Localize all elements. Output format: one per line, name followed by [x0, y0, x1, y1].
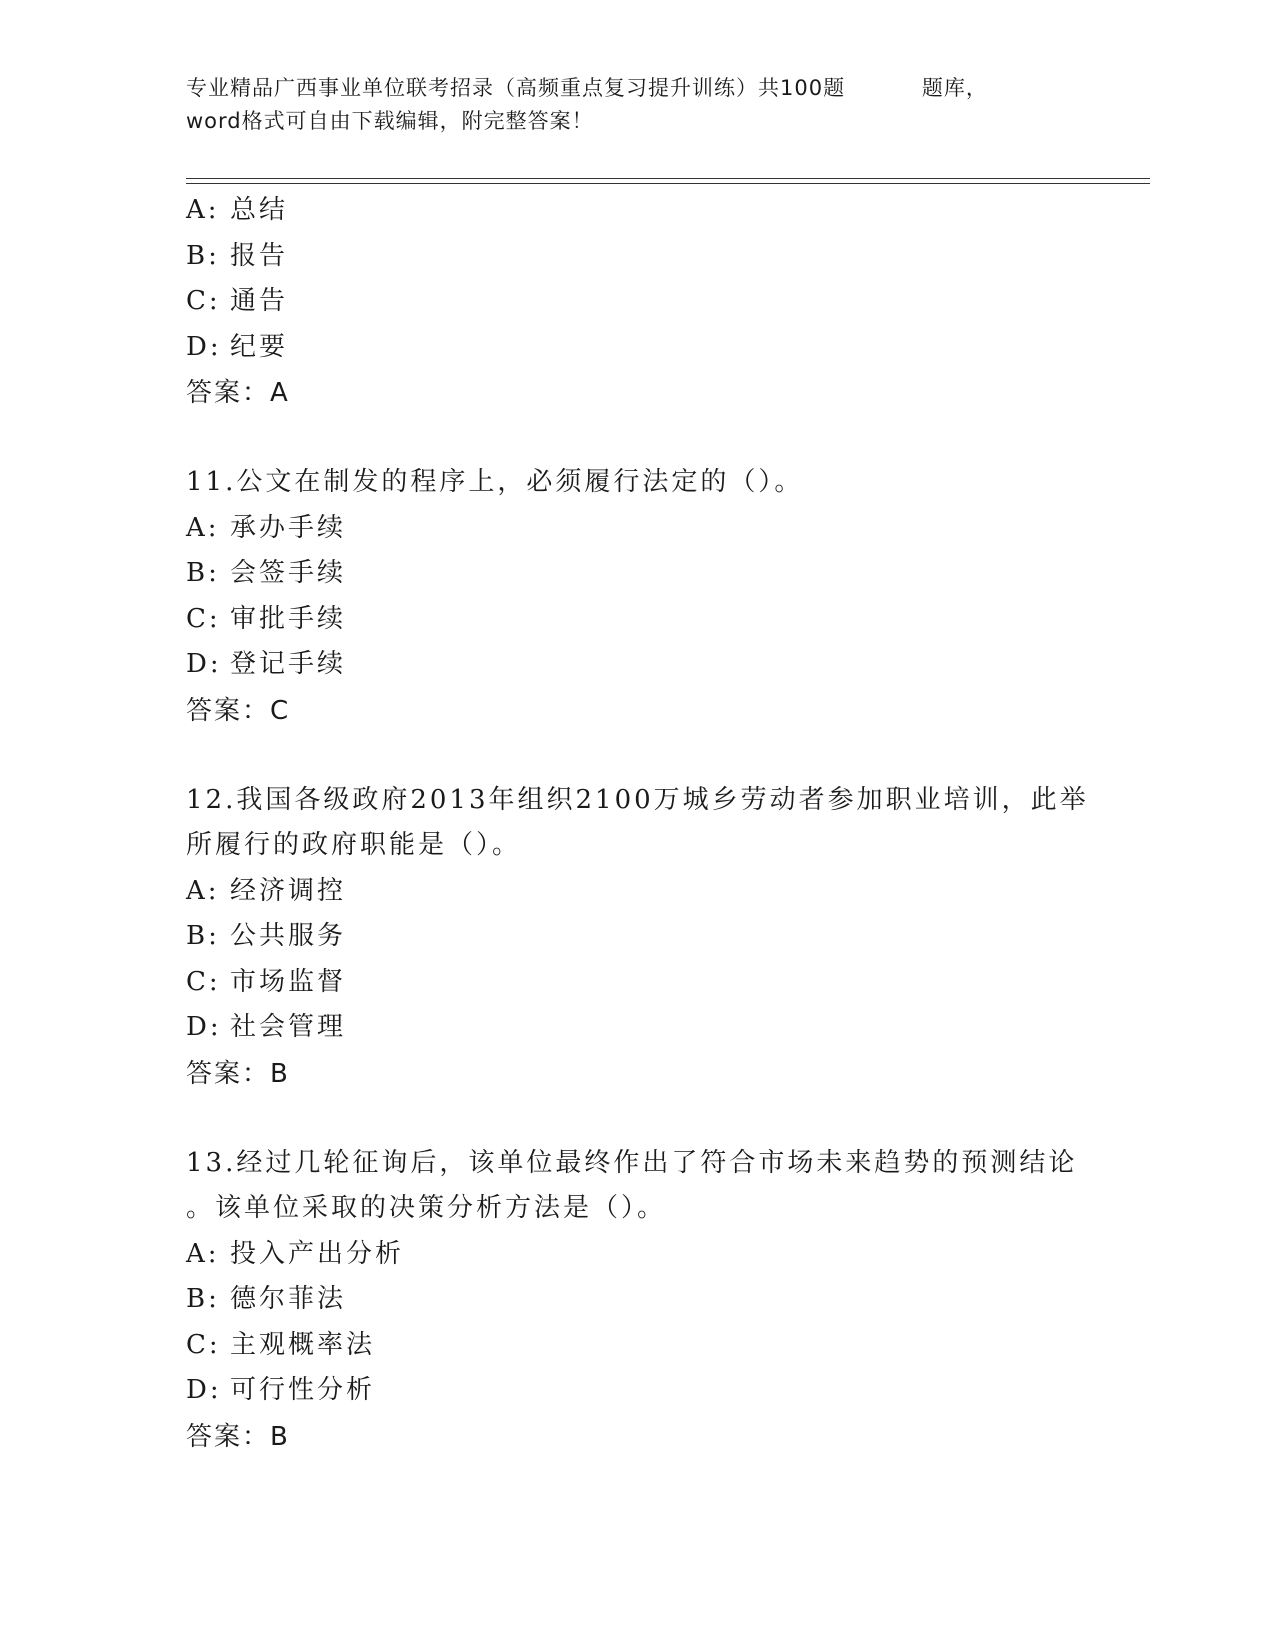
header-rule-top	[186, 178, 1150, 179]
question-11	[186, 460, 1086, 734]
option-d: D: 纪要	[186, 331, 289, 362]
option-c: C: 市场监督	[186, 966, 347, 997]
header-line-2: word格式可自由下载编辑，附完整答案！	[186, 109, 594, 133]
question-text: 13.经过几轮征询后，该单位最终作出了符合市场未来趋势的预测结论	[186, 1147, 1078, 1178]
option-a: A: 总结	[186, 195, 289, 225]
question-text-cont: 。该单位采取的决策分析方法是（）。	[186, 1193, 667, 1223]
question-10-continued	[186, 188, 1086, 416]
option-a: A: 经济调控	[186, 875, 347, 906]
option-c: C: 通告	[186, 286, 289, 316]
answer: 答案：A	[186, 378, 290, 408]
question-12	[186, 778, 1089, 1097]
option-b: B: 公共服务	[186, 921, 347, 951]
option-c: C: 审批手续	[186, 603, 347, 634]
question-13	[186, 1141, 1086, 1460]
page-header	[186, 72, 1066, 138]
option-b: B: 德尔菲法	[186, 1284, 347, 1314]
option-d: D: 登记手续	[186, 649, 347, 679]
question-text-cont: 所履行的政府职能是（）。	[186, 830, 522, 860]
option-b: B: 报告	[186, 240, 289, 271]
answer: 答案：B	[186, 1058, 290, 1089]
question-text: 11.公文在制发的程序上，必须履行法定的（）。	[186, 467, 804, 497]
option-d: D: 可行性分析	[186, 1375, 376, 1405]
answer: 答案：B	[186, 1421, 290, 1452]
answer: 答案：C	[186, 695, 291, 726]
header-rule-bottom	[186, 183, 1150, 184]
option-c: C: 主观概率法	[186, 1329, 376, 1360]
question-list	[186, 188, 1089, 1504]
option-a: A: 投入产出分析	[186, 1238, 405, 1269]
option-d: D: 社会管理	[186, 1012, 347, 1042]
option-a: A: 承办手续	[186, 512, 347, 543]
header-line-1: 专业精品广西事业单位联考招录（高频重点复习提升训练）共100题 题库，	[186, 76, 988, 100]
question-text: 12.我国各级政府2013年组织2100万城乡劳动者参加职业培训，此举	[186, 784, 1089, 815]
option-b: B: 会签手续	[186, 558, 347, 588]
